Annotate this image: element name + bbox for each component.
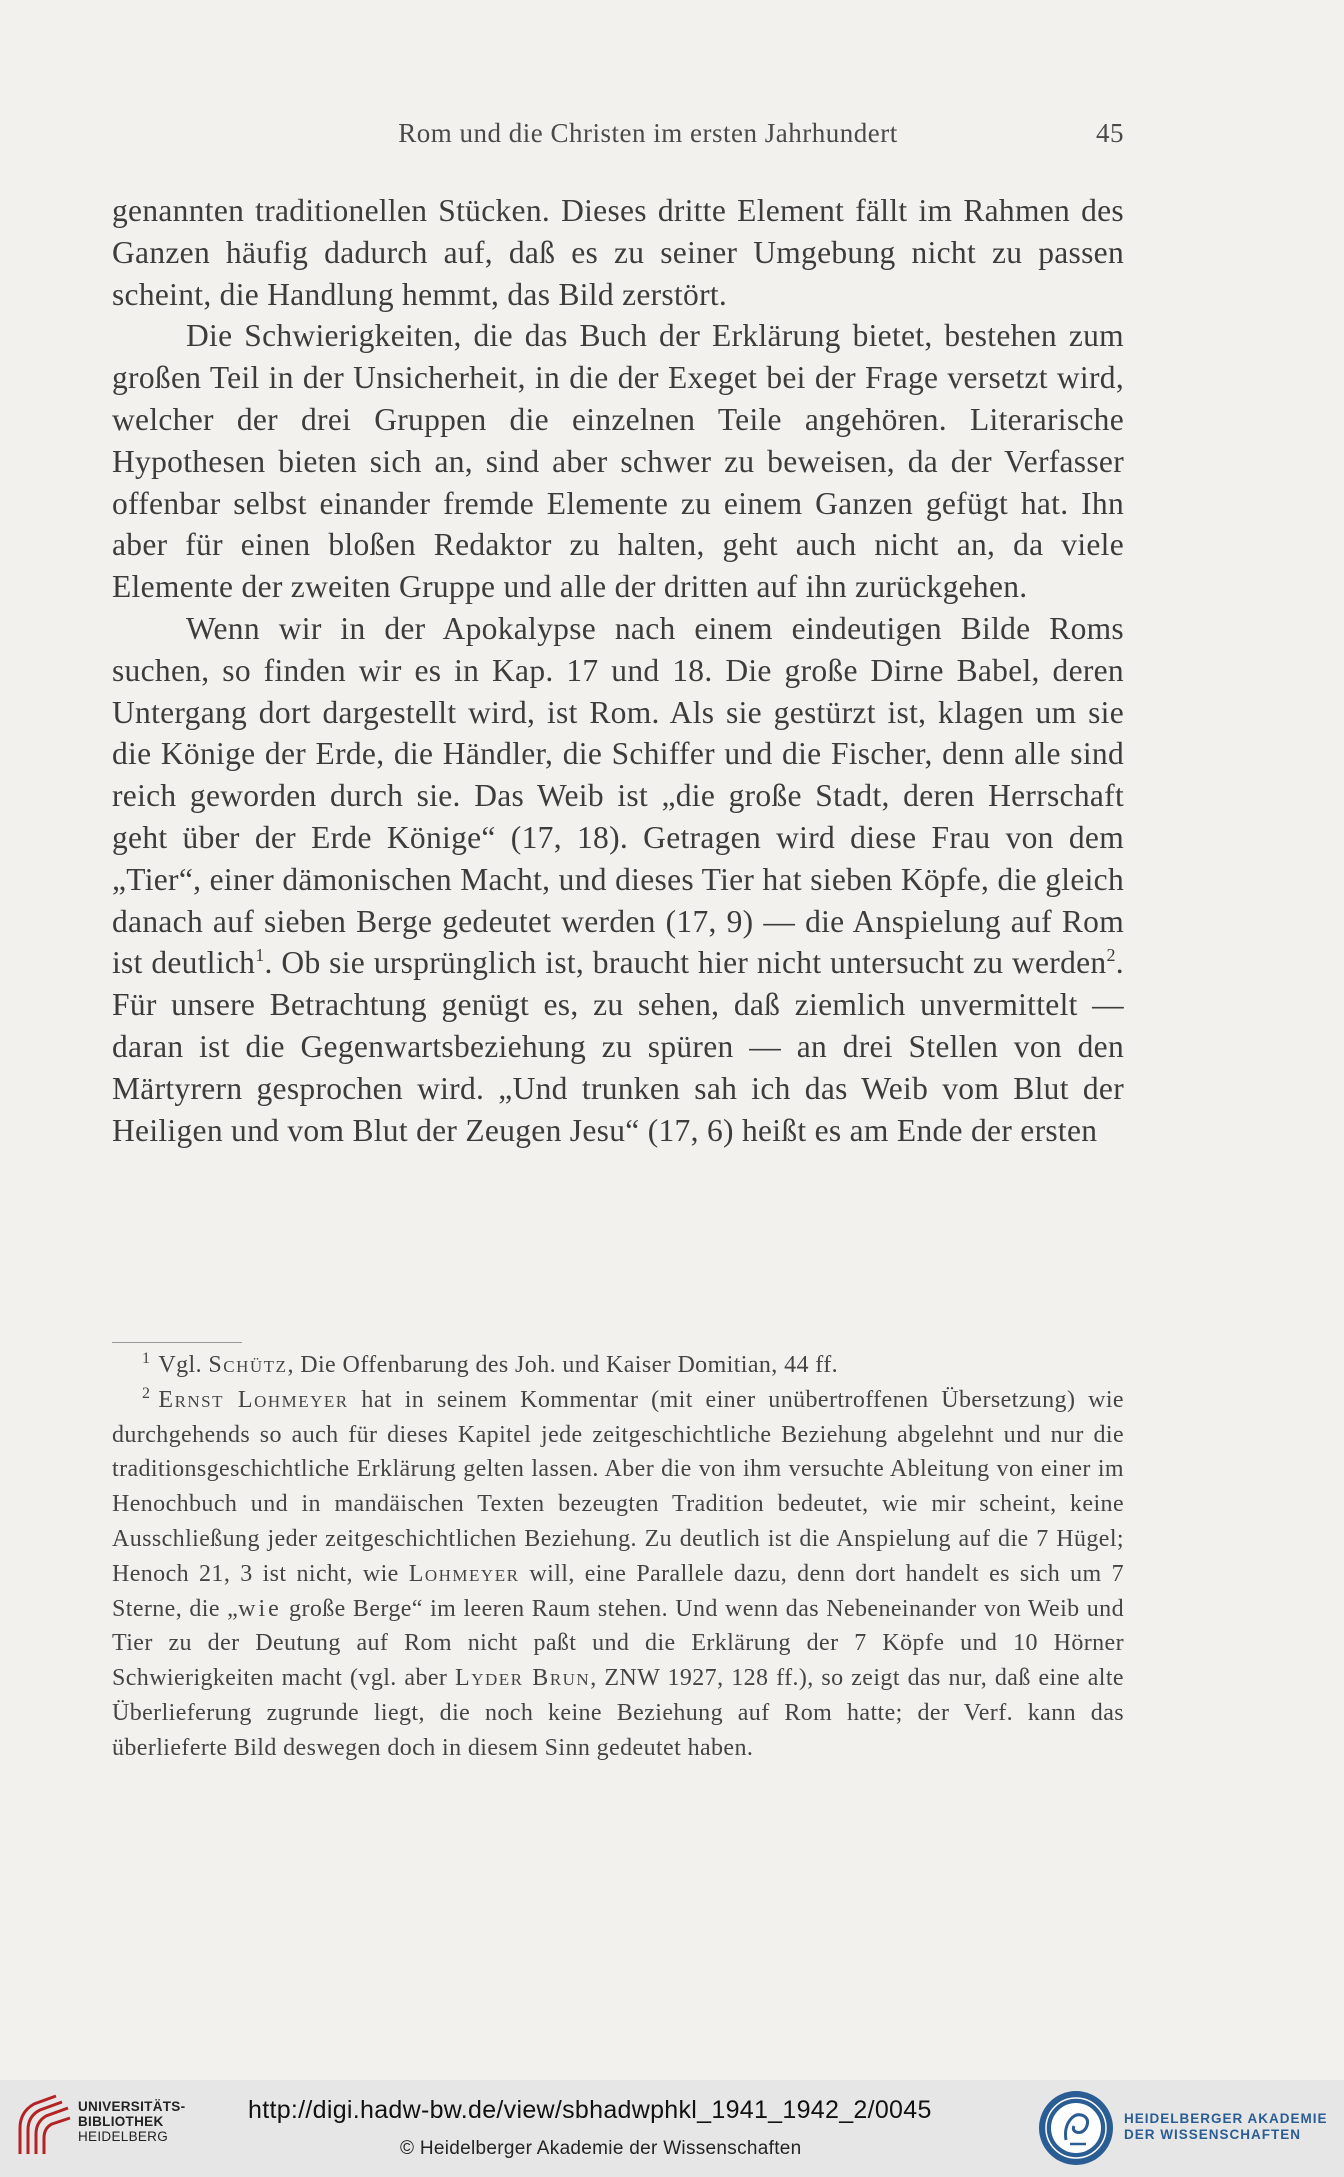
page-number: 45 — [1096, 118, 1124, 148]
footnote-2-author-ref-2: Lyder Brun — [455, 1665, 591, 1692]
paragraph-3-part-c: . Für unsere Betrachtung genügt es, zu sehen, daß ziemlich unvermittelt — daran ist die Gegenwartsbeziehung zu spüren — an drei Stellen von den Märtyrern gesprochen wird. „Und trunken sah ich das Weib vom Blut der Heiligen und vom Blut der Zeugen Jesu“ (17, 6) heißt es am Ende der ersten — [112, 945, 1124, 1148]
paragraph-3 — [112, 608, 1124, 1151]
paragraph-1: genannten traditionellen Stücken. Dieses dritte Element fällt im Rahmen des Ganzen häufig dadurch auf, daß es zu seiner Umgebung nicht zu passen scheint, die Handlung hemmt, das Bild zerstört. — [112, 193, 1124, 312]
academy-line-2: DER WISSENSCHAFTEN — [1124, 2127, 1302, 2142]
footnote-ref-2[interactable]: 2 — [1106, 945, 1116, 966]
library-line-3: HEIDELBERG — [78, 2129, 169, 2144]
university-library-logo-icon[interactable] — [14, 2094, 72, 2158]
academy-seal-icon[interactable] — [1036, 2088, 1116, 2168]
footnote-2-text-c: große Berge“ im leeren Raum stehen. Und wenn das Nebeneinander von Weib und Tier zu der Deutung auf Rom nicht paßt und die Erklärung der 7 Köpfe und 10 Hörner Schwierigkeiten macht (vgl. aber — [112, 1595, 1124, 1692]
footnote-ref-1[interactable]: 1 — [255, 945, 265, 966]
footnotes — [112, 1348, 1124, 1766]
library-line-1: UNIVERSITÄTS- — [78, 2099, 186, 2114]
running-title: Rom und die Christen im ersten Jahrhundert — [398, 118, 898, 148]
footnote-1-mark: 1 — [142, 1350, 151, 1367]
footnote-1-prefix: Vgl. — [158, 1352, 203, 1378]
footer-bar — [0, 2080, 1344, 2177]
footnote-2 — [112, 1383, 1124, 1766]
footnote-1 — [112, 1348, 1124, 1383]
footnote-2-text-d: , ZNW 1927, 128 ff.), so zeigt das nur, daß eine alte Überlieferung zugrunde liegt, die noch keine Beziehung auf Rom hatte; der Verf. kann das überlieferte Bild deswegen doch in diesem Sinn gedeutet haben. — [112, 1665, 1124, 1761]
paragraph-3-part-b: . Ob sie ursprünglich ist, braucht hier nicht untersucht zu werden — [264, 945, 1107, 981]
paragraph-2: Die Schwierigkeiten, die das Buch der Erklärung bietet, bestehen zum großen Teil in der Unsicherheit, in die der Exeget bei der Frage versetzt wird, welcher der drei Gruppen die einzelnen Teile angehören. Literarische Hypothesen bieten sich an, sind aber schwer zu beweisen, da der Verfasser offenbar selbst einander fremde Elemente zu einem Ganzen gefügt hat. Ihn aber für einen bloßen Redaktor zu halten, geht auch nicht an, da viele Elemente der zweiten Gruppe und alle der dritten auf ihn zurückgehen. — [112, 318, 1124, 605]
footnote-2-author: Ernst Lohmeyer — [158, 1386, 349, 1413]
footnote-1-text: , Die Offenbarung des Joh. und Kaiser Domitian, 44 ff. — [287, 1352, 839, 1378]
footnote-rule — [112, 1342, 242, 1343]
footnote-2-mark: 2 — [142, 1384, 151, 1402]
footnote-2-spaced-word: wie — [238, 1595, 282, 1622]
copyright-notice: © Heidelberger Akademie der Wissenschaften — [400, 2138, 802, 2159]
university-library-name — [78, 2099, 218, 2144]
footnote-2-text-b: will, eine Parallele dazu, denn dort handelt es sich um 7 Sterne, die „ — [112, 1560, 1124, 1622]
academy-line-1: HEIDELBERGER AKADEMIE — [1124, 2111, 1328, 2126]
permalink-url[interactable]: http://digi.hadw-bw.de/view/sbhadwphkl_1941_1942_2/0045 — [248, 2096, 932, 2124]
footnote-2-author-ref: Lohmeyer — [408, 1560, 520, 1587]
footnote-2-text-a: hat in seinem Kommentar (mit einer unübertroffenen Übersetzung) wie durchgehends so auch für dieses Kapitel jede zeitgeschichtliche Beziehung abgelehnt und nur die traditionsgeschichtliche Erklärung gelten lassen. Aber die von ihm versuchte Ableitung von einer im Henochbuch und in mandäischen Texten bezeugten Tradition bedeutet, wie mir scheint, keine Ausschließung jeder zeitgeschichtlichen Beziehung. Zu deutlich ist die Anspielung auf die 7 Hügel; Henoch 21, 3 ist nicht, wie — [112, 1386, 1124, 1587]
main-text — [112, 190, 1124, 1151]
running-head — [112, 118, 1124, 154]
footnote-1-author: Schütz — [208, 1352, 288, 1378]
paragraph-3-part-a: Wenn wir in der Apokalypse nach einem eindeutigen Bilde Roms suchen, so finden wir es in Kap. 17 und 18. Die große Dirne Babel, deren Untergang dort dargestellt wird, ist Rom. Als sie gestürzt ist, klagen um sie die Könige der Erde, die Händler, die Schiffer und die Fischer, denn alle sind reich geworden durch sie. Das Weib ist „die große Stadt, deren Herrschaft geht über der Erde Könige“ (17, 18). Getragen wird diese Frau von dem „Tier“, einer dämonischen Macht, und dieses Tier hat sieben Köpfe, die gleich danach auf sieben Berge gedeutet werden (17, 9) — die Anspielung auf Rom ist deutlich — [112, 610, 1124, 981]
academy-name — [1124, 2111, 1339, 2143]
library-line-2: BIBLIOTHEK — [78, 2114, 164, 2129]
